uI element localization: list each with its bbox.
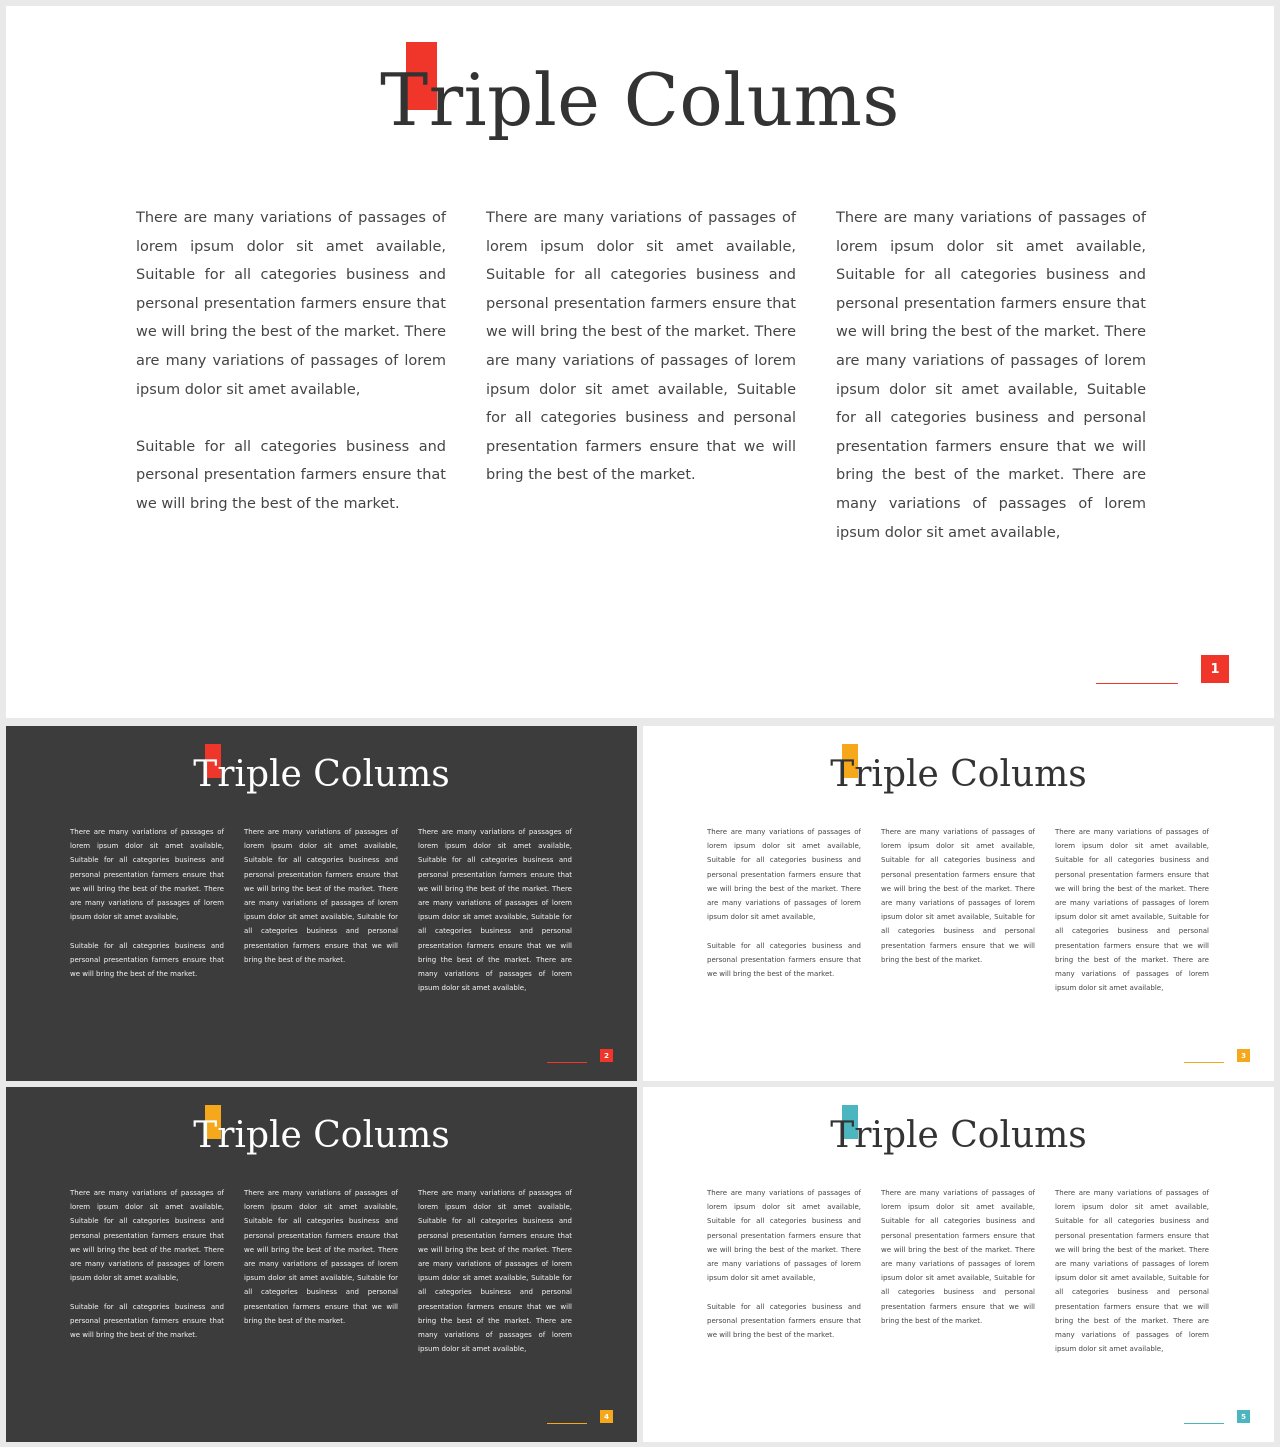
- text-column-1: [136, 204, 446, 547]
- text-columns: [70, 825, 574, 995]
- slide-title: Triple Colums: [193, 1115, 450, 1156]
- column-paragraph: Suitable for all categories business and personal presentation farmers ensure that we will bring the best of the market.: [707, 941, 861, 979]
- text-column-1: [70, 825, 224, 995]
- column-paragraph: There are many variations of passages of lorem ipsum dolor sit amet available, Suitable for all categories business and personal presentation farmers ensure that we will bring the best of the market. There are many variations of passages of lorem ipsum dolor sit amet available, Suitable for all categories business and personal presentation farmers ensure that we will bring the best of the market.: [881, 828, 1035, 964]
- column-paragraph: There are many variations of passages of lorem ipsum dolor sit amet available, Suitable for all categories business and personal presentation farmers ensure that we will bring the best of the market. There are many variations of passages of lorem ipsum dolor sit amet available, Suitable for all categories business and personal presentation farmers ensure that we will bring the best of the market.: [244, 828, 398, 964]
- text-columns: [707, 825, 1211, 995]
- text-column-3: [418, 825, 572, 995]
- slide-2[interactable]: [6, 726, 637, 1081]
- column-paragraph: There are many variations of passages of lorem ipsum dolor sit amet available, Suitable for all categories business and personal presentation farmers ensure that we will bring the best of the market. There are many variations of passages of lorem ipsum dolor sit amet available, Suitable for all categories business and personal presentation farmers ensure that we will bring the best of the market. There are many variations of passages of lorem ipsum dolor sit amet available,: [1055, 1189, 1209, 1354]
- text-column-1: [707, 825, 861, 995]
- slide-title: Triple Colums: [830, 754, 1087, 795]
- footer-line: [547, 1062, 587, 1063]
- slide-4[interactable]: [6, 1087, 637, 1442]
- footer-line: [547, 1423, 587, 1424]
- column-paragraph: Suitable for all categories business and personal presentation farmers ensure that we will bring the best of the market.: [136, 438, 446, 512]
- column-paragraph: There are many variations of passages of lorem ipsum dolor sit amet available, Suitable for all categories business and personal presentation farmers ensure that we will bring the best of the market. There are many variations of passages of lorem ipsum dolor sit amet available, Suitable for all categories business and personal presentation farmers ensure that we will bring the best of the market. There are many variations of passages of lorem ipsum dolor sit amet available,: [418, 828, 572, 993]
- column-paragraph: There are many variations of passages of lorem ipsum dolor sit amet available, Suitable for all categories business and personal presentation farmers ensure that we will bring the best of the market. There are many variations of passages of lorem ipsum dolor sit amet available, Suitable for all categories business and personal presentation farmers ensure that we will bring the best of the market. There are many variations of passages of lorem ipsum dolor sit amet available,: [418, 1189, 572, 1354]
- text-columns: [707, 1186, 1211, 1356]
- text-column-3: [418, 1186, 572, 1356]
- column-paragraph: There are many variations of passages of lorem ipsum dolor sit amet available, Suitable for all categories business and personal presentation farmers ensure that we will bring the best of the market. There are many variations of passages of lorem ipsum dolor sit amet available,: [70, 828, 224, 922]
- slide-title: Triple Colums: [193, 754, 450, 795]
- page-number-badge: 5: [1237, 1410, 1250, 1423]
- text-column-1: [70, 1186, 224, 1356]
- slide-title: Triple Colums: [830, 1115, 1087, 1156]
- slide-5[interactable]: [643, 1087, 1274, 1442]
- text-column-2: [486, 204, 796, 547]
- text-column-2: [881, 825, 1035, 995]
- footer-line: [1184, 1062, 1224, 1063]
- column-paragraph: There are many variations of passages of lorem ipsum dolor sit amet available, Suitable for all categories business and personal presentation farmers ensure that we will bring the best of the market. There are many variations of passages of lorem ipsum dolor sit amet available, Suitable for all categories business and personal presentation farmers ensure that we will bring the best of the market.: [881, 1189, 1035, 1325]
- column-paragraph: There are many variations of passages of lorem ipsum dolor sit amet available, Suitable for all categories business and personal presentation farmers ensure that we will bring the best of the market. There are many variations of passages of lorem ipsum dolor sit amet available, Suitable for all categories business and personal presentation farmers ensure that we will bring the best of the market. There are many variations of passages of lorem ipsum dolor sit amet available,: [1055, 828, 1209, 993]
- page-number-badge: 2: [600, 1049, 613, 1062]
- slide-title: Triple Colums: [380, 58, 900, 142]
- slide-1[interactable]: [6, 6, 1274, 718]
- text-columns: [136, 204, 1146, 547]
- column-paragraph: There are many variations of passages of lorem ipsum dolor sit amet available, Suitable for all categories business and personal presentation farmers ensure that we will bring the best of the market. There are many variations of passages of lorem ipsum dolor sit amet available,: [707, 828, 861, 922]
- footer-line: [1184, 1423, 1224, 1424]
- column-paragraph: Suitable for all categories business and personal presentation farmers ensure that we will bring the best of the market.: [70, 1302, 224, 1340]
- column-paragraph: Suitable for all categories business and personal presentation farmers ensure that we will bring the best of the market.: [70, 941, 224, 979]
- column-paragraph: There are many variations of passages of lorem ipsum dolor sit amet available, Suitable for all categories business and personal presentation farmers ensure that we will bring the best of the market. There are many variations of passages of lorem ipsum dolor sit amet available, Suitable for all categories business and personal presentation farmers ensure that we will bring the best of the market.: [486, 210, 796, 484]
- text-columns: [70, 1186, 574, 1356]
- footer-line: [1096, 683, 1178, 684]
- slide-3[interactable]: [643, 726, 1274, 1081]
- column-paragraph: There are many variations of passages of lorem ipsum dolor sit amet available, Suitable for all categories business and personal presentation farmers ensure that we will bring the best of the market. There are many variations of passages of lorem ipsum dolor sit amet available,: [707, 1189, 861, 1283]
- page-number-badge: 1: [1201, 655, 1229, 683]
- column-paragraph: There are many variations of passages of lorem ipsum dolor sit amet available, Suitable for all categories business and personal presentation farmers ensure that we will bring the best of the market. There are many variations of passages of lorem ipsum dolor sit amet available,: [136, 210, 446, 398]
- column-paragraph: Suitable for all categories business and personal presentation farmers ensure that we will bring the best of the market.: [707, 1302, 861, 1340]
- column-paragraph: There are many variations of passages of lorem ipsum dolor sit amet available, Suitable for all categories business and personal presentation farmers ensure that we will bring the best of the market. There are many variations of passages of lorem ipsum dolor sit amet available,: [70, 1189, 224, 1283]
- text-column-1: [707, 1186, 861, 1356]
- text-column-2: [244, 825, 398, 995]
- column-paragraph: There are many variations of passages of lorem ipsum dolor sit amet available, Suitable for all categories business and personal presentation farmers ensure that we will bring the best of the market. There are many variations of passages of lorem ipsum dolor sit amet available, Suitable for all categories business and personal presentation farmers ensure that we will bring the best of the market.: [244, 1189, 398, 1325]
- text-column-2: [244, 1186, 398, 1356]
- page-number-badge: 4: [600, 1410, 613, 1423]
- page-number-badge: 3: [1237, 1049, 1250, 1062]
- column-paragraph: There are many variations of passages of lorem ipsum dolor sit amet available, Suitable for all categories business and personal presentation farmers ensure that we will bring the best of the market. There are many variations of passages of lorem ipsum dolor sit amet available, Suitable for all categories business and personal presentation farmers ensure that we will bring the best of the market. There are many variations of passages of lorem ipsum dolor sit amet available,: [836, 210, 1146, 541]
- text-column-3: [1055, 1186, 1209, 1356]
- text-column-2: [881, 1186, 1035, 1356]
- text-column-3: [1055, 825, 1209, 995]
- text-column-3: [836, 204, 1146, 547]
